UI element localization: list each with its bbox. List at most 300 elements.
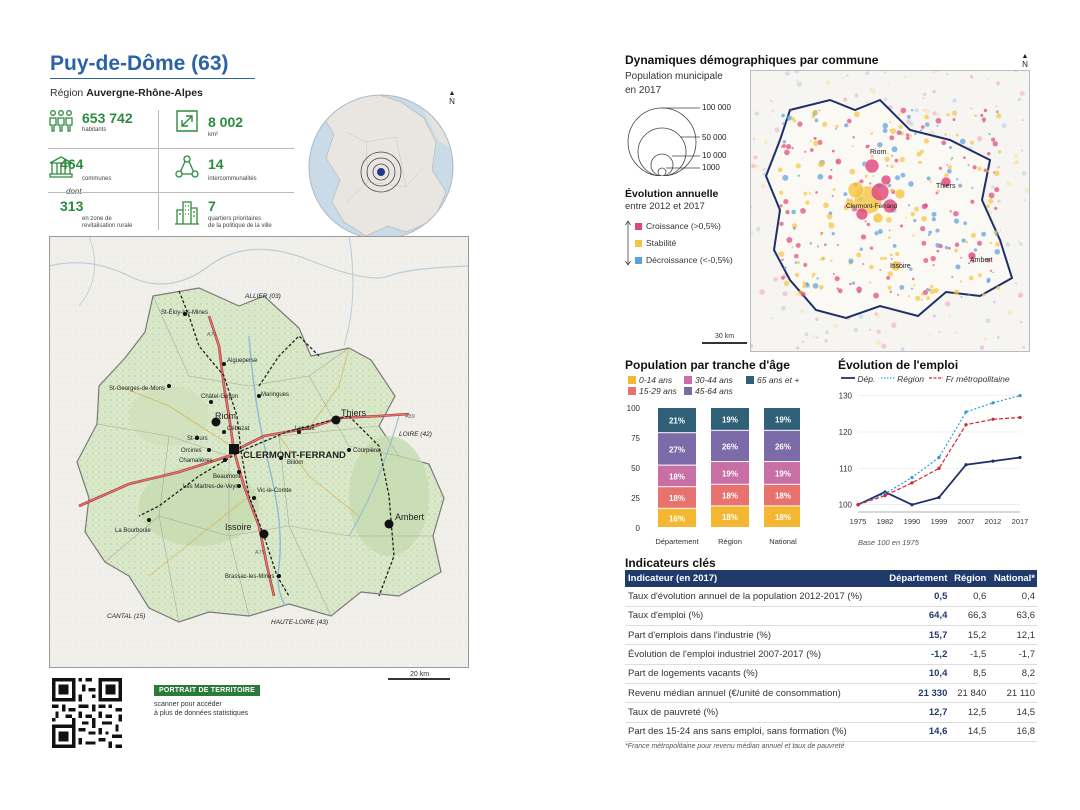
commune-bubble <box>999 229 1001 231</box>
commune-bubble <box>873 293 879 299</box>
commune-bubble <box>883 128 888 133</box>
commune-bubble <box>779 251 785 257</box>
age-legend <box>628 375 828 401</box>
north-arrow-icon: ▲ <box>1021 53 1029 60</box>
commune-bubble <box>955 243 960 248</box>
table-row <box>625 626 1037 645</box>
scale-bar <box>388 671 450 680</box>
commune-bubble <box>984 169 987 172</box>
legend-item <box>635 255 733 265</box>
commune-bubble <box>770 100 772 102</box>
commune-bubble <box>960 257 962 259</box>
department-map <box>49 236 469 668</box>
town-label: Lezoux <box>295 426 315 432</box>
commune-bubble <box>803 192 807 196</box>
commune-bubble <box>1002 123 1007 128</box>
legend-item <box>628 375 672 385</box>
commune-bubble <box>754 165 756 167</box>
road-label: A75 <box>255 550 265 556</box>
data-point <box>964 463 967 466</box>
bubble-label: 1000 <box>702 163 720 172</box>
commune-bubble <box>993 141 998 146</box>
commune-bubble <box>921 125 925 129</box>
indicator-label: Part des 15-24 ans sans emploi, sans formation (%) <box>625 722 883 741</box>
x-tick-label: National <box>769 537 797 546</box>
commune-bubble <box>998 200 1001 203</box>
data-label: 18% <box>721 491 739 501</box>
commune-bubble <box>1013 153 1018 158</box>
commune-bubble <box>887 83 890 86</box>
data-point <box>856 503 859 506</box>
commune-bubble <box>910 212 915 217</box>
data-label: 18% <box>721 513 739 523</box>
y-tick-label: 50 <box>631 464 640 473</box>
commune-bubble <box>951 276 953 278</box>
commune-bubble <box>893 244 897 248</box>
commune-bubble <box>847 119 852 124</box>
demographic-dynamics-map <box>750 70 1030 352</box>
neighbor-label: ALLIER (03) <box>245 293 281 300</box>
commune-bubble <box>961 296 963 298</box>
commune-bubble <box>925 122 930 127</box>
commune-bubble <box>759 289 765 295</box>
stat-population <box>48 108 168 144</box>
data-label: 18% <box>774 513 792 523</box>
prefecture-label: CLERMONT-FERRAND <box>243 450 346 461</box>
commune-bubble <box>865 220 867 222</box>
commune-bubble <box>797 122 802 127</box>
commune-bubble <box>965 241 968 244</box>
commune-bubble <box>791 147 793 149</box>
commune-bubble <box>796 346 799 349</box>
town-label: Issoire <box>225 522 252 532</box>
people-icon <box>48 108 74 134</box>
commune-bubble <box>926 296 930 300</box>
legend-label: 30-44 ans <box>695 375 733 385</box>
town-label: Riom <box>215 411 237 421</box>
base-note: Base 100 en 1975 <box>858 538 919 547</box>
column-header: National* <box>988 570 1037 587</box>
commune-bubble <box>890 165 893 168</box>
indicator-value: 10,4 <box>883 664 950 683</box>
table-row <box>625 664 1037 683</box>
commune-bubble <box>779 222 783 226</box>
data-point <box>991 418 994 421</box>
commune-bubble <box>977 167 981 171</box>
commune-bubble <box>810 242 813 245</box>
commune-bubble <box>889 130 891 132</box>
divider <box>158 110 159 230</box>
zrr-value: 313 <box>60 198 84 214</box>
commune-bubble <box>952 111 957 116</box>
commune-bubble <box>835 125 838 128</box>
commune-bubble <box>948 314 951 317</box>
commune-bubble <box>782 175 788 181</box>
map-label: Thiers <box>936 183 956 190</box>
legend-swatch <box>635 223 642 230</box>
commune-bubble <box>932 111 936 115</box>
commune-bubble <box>952 98 957 103</box>
commune-bubble <box>817 245 819 247</box>
area-icon <box>174 108 200 134</box>
commune-bubble <box>769 131 771 133</box>
north-arrow <box>1020 53 1030 69</box>
town-label: Orcines <box>181 448 202 454</box>
commune-bubble <box>830 169 832 171</box>
commune-bubble <box>888 236 891 239</box>
legend-title: Population municipale <box>625 71 723 82</box>
commune-bubble <box>905 217 907 219</box>
page-title: Puy-de-Dôme (63) <box>50 52 229 75</box>
commune-bubble <box>1019 242 1023 246</box>
commune-bubble <box>936 118 942 124</box>
commune-bubble <box>753 155 757 159</box>
legend-swatch <box>746 376 754 384</box>
commune-bubble <box>812 284 814 286</box>
commune-bubble <box>971 233 976 238</box>
y-tick-label: 100 <box>838 500 852 510</box>
region-label: Région <box>50 87 84 99</box>
data-point <box>910 503 913 506</box>
commune-bubble <box>785 71 790 76</box>
commune-bubble <box>889 135 894 140</box>
commune-bubble <box>927 176 931 180</box>
employment-line-chart <box>832 386 1032 546</box>
series-line <box>858 396 1020 505</box>
commune-bubble <box>908 295 910 297</box>
commune-bubble <box>1022 119 1024 121</box>
commune-bubble <box>833 273 835 275</box>
town-label: St-Georges-de-Mons <box>109 386 166 392</box>
commune-bubble <box>830 260 832 262</box>
commune-bubble <box>945 246 948 249</box>
commune-bubble <box>938 331 940 333</box>
commune-bubble <box>879 269 881 271</box>
indicator-value: 12,1 <box>988 626 1037 645</box>
commune-bubble <box>898 125 902 129</box>
commune-bubble <box>963 221 967 225</box>
commune-bubble <box>956 133 959 136</box>
key-figures <box>48 106 298 238</box>
commune-bubble <box>908 181 914 187</box>
indicator-value: 63,6 <box>988 606 1037 625</box>
commune-bubble <box>931 212 936 217</box>
commune-bubble <box>918 161 922 165</box>
commune-bubble <box>909 122 913 126</box>
commune-bubble <box>987 78 989 80</box>
commune-bubble <box>1024 199 1026 201</box>
data-point <box>991 401 994 404</box>
legend-swatch <box>635 240 642 247</box>
commune-bubble <box>815 318 818 321</box>
commune-bubble <box>865 159 879 173</box>
commune-bubble <box>913 284 915 286</box>
commune-bubble <box>923 97 925 99</box>
commune-bubble <box>795 262 797 264</box>
indicator-value: 14,5 <box>949 722 988 741</box>
commune-bubble <box>775 127 780 132</box>
commune-bubble <box>970 75 973 78</box>
commune-bubble <box>819 285 824 290</box>
commune-bubble <box>803 263 807 267</box>
commune-bubble <box>849 283 851 285</box>
commune-bubble <box>950 159 952 161</box>
communes-label: communes <box>82 176 112 182</box>
commune-bubble <box>961 238 965 242</box>
indicator-value: -1,2 <box>883 645 950 664</box>
indicator-value: 21 330 <box>883 683 950 702</box>
commune-bubble <box>968 164 970 166</box>
commune-bubble <box>886 217 892 223</box>
commune-bubble <box>881 175 891 185</box>
x-tick-label: 2017 <box>1011 517 1029 526</box>
commune-bubble <box>856 287 862 293</box>
commune-bubble <box>783 140 786 143</box>
commune-bubble <box>785 210 789 214</box>
commune-bubble <box>810 148 814 152</box>
commune-bubble <box>832 195 834 197</box>
commune-bubble <box>887 153 889 155</box>
north-label: N <box>449 97 455 106</box>
commune-bubble <box>786 144 791 149</box>
town-label: Cébazat <box>227 426 250 432</box>
commune-bubble <box>832 150 835 153</box>
commune-bubble <box>1022 171 1026 175</box>
commune-bubble <box>932 264 934 266</box>
commune-bubble <box>1013 161 1017 165</box>
table-row <box>625 645 1037 664</box>
commune-bubble <box>869 182 871 184</box>
commune-bubble <box>791 117 795 121</box>
commune-bubble <box>805 282 808 285</box>
commune-bubble <box>820 233 823 236</box>
indicator-value: 15,2 <box>949 626 988 645</box>
commune-bubble <box>899 285 904 290</box>
table-row <box>625 606 1037 625</box>
divider <box>48 192 294 193</box>
neighbor-label: HAUTE-LOIRE (43) <box>271 619 329 626</box>
commune-bubble <box>810 140 812 142</box>
town-label: Les Martres-de-Veyre <box>183 484 241 490</box>
commune-bubble <box>929 334 931 336</box>
commune-bubble <box>996 286 1000 290</box>
commune-bubble <box>769 115 771 117</box>
indicator-label: Part de logements vacants (%) <box>625 664 883 683</box>
population-label: habitants <box>82 127 107 133</box>
commune-bubble <box>928 234 930 236</box>
commune-bubble <box>834 324 838 328</box>
commune-bubble <box>824 243 827 246</box>
commune-bubble <box>935 229 939 233</box>
commune-bubble <box>954 290 959 295</box>
commune-bubble <box>843 192 847 196</box>
commune-bubble <box>998 150 1001 153</box>
commune-bubble <box>771 317 773 319</box>
commune-bubble <box>946 73 948 75</box>
commune-bubble <box>891 322 896 327</box>
legend-label: 65 ans et + <box>757 375 800 385</box>
legend-item <box>684 386 733 396</box>
commune-bubble <box>920 226 925 231</box>
commune-bubble <box>865 175 868 178</box>
commune-bubble <box>819 110 821 112</box>
commune-bubble <box>804 332 808 336</box>
neighbor-label: CANTAL (15) <box>107 613 146 620</box>
map-label: Ambert <box>970 257 993 264</box>
commune-bubble <box>913 219 916 222</box>
commune-bubble <box>974 248 977 251</box>
commune-bubble <box>1021 150 1023 152</box>
commune-bubble <box>781 114 784 117</box>
commune-bubble <box>900 157 905 162</box>
data-point <box>1018 456 1021 459</box>
data-label: 16% <box>668 514 686 524</box>
commune-bubble <box>796 243 801 248</box>
commune-bubble <box>971 187 973 189</box>
commune-bubble <box>813 283 819 289</box>
commune-bubble <box>798 175 800 177</box>
town-label: Thiers <box>341 408 367 418</box>
qr-code[interactable] <box>52 678 122 748</box>
commune-bubble <box>873 213 883 223</box>
commune-bubble <box>786 237 792 243</box>
commune-bubble <box>989 192 995 198</box>
indicator-value: 21 840 <box>949 683 988 702</box>
commune-bubble <box>978 273 982 277</box>
indicator-value: -1,5 <box>949 645 988 664</box>
commune-bubble <box>935 243 940 248</box>
commune-bubble <box>835 276 840 281</box>
legend-line-icon <box>841 375 855 381</box>
commune-bubble <box>949 146 952 149</box>
commune-bubble <box>911 288 913 290</box>
commune-bubble <box>871 183 889 201</box>
data-point <box>1018 416 1021 419</box>
commune-bubble <box>912 234 914 236</box>
commune-bubble <box>826 81 831 86</box>
commune-bubble <box>801 340 804 343</box>
zrr-label-2: revitalisation rurale <box>82 223 133 229</box>
indicator-value: 0,6 <box>949 587 988 606</box>
bubble-label: 10 000 <box>702 151 727 160</box>
commune-bubble <box>882 123 888 129</box>
commune-bubble <box>956 178 958 180</box>
commune-bubble <box>993 301 996 304</box>
data-label: 19% <box>774 469 792 479</box>
commune-bubble <box>874 312 877 315</box>
commune-bubble <box>982 293 986 297</box>
commune-bubble <box>948 165 952 169</box>
commune-bubble <box>929 289 935 295</box>
commune-bubble <box>963 156 966 159</box>
commune-bubble <box>822 122 827 127</box>
commune-bubble <box>958 184 962 188</box>
commune-bubble <box>895 159 899 163</box>
indicator-value: 0,5 <box>883 587 950 606</box>
data-point <box>964 423 967 426</box>
x-tick-label: Région <box>718 537 742 546</box>
map-label: Issoire <box>890 263 911 270</box>
communes-value: 464 <box>60 156 84 172</box>
indicator-label: Taux d'évolution annuel de la population 2012-2017 (%) <box>625 587 883 606</box>
qr-caption-line: à plus de données statistiques <box>154 710 249 717</box>
commune-bubble <box>825 330 829 334</box>
data-point <box>910 476 913 479</box>
table-footnote: *France métropolitaine pour revenu médian annuel et taux de pauvreté <box>625 743 845 750</box>
commune-bubble <box>921 299 923 301</box>
data-point <box>910 481 913 484</box>
commune-bubble <box>1007 310 1012 315</box>
commune-bubble <box>889 230 891 232</box>
commune-bubble <box>977 241 982 246</box>
region-name: Auvergne-Rhône-Alpes <box>86 87 203 99</box>
commune-bubble <box>837 244 839 246</box>
commune-bubble <box>816 277 818 279</box>
column-header: Département <box>883 570 950 587</box>
commune-bubble <box>936 113 940 117</box>
commune-bubble <box>988 199 993 204</box>
legend-subtitle: entre 2012 et 2017 <box>625 201 705 212</box>
commune-bubble <box>792 246 794 248</box>
commune-bubble <box>972 165 976 169</box>
scale-bar-line <box>388 678 450 680</box>
commune-bubble <box>813 141 818 146</box>
commune-bubble <box>988 133 990 135</box>
commune-bubble <box>909 134 912 137</box>
zrr-label-1: en zone de <box>82 216 112 222</box>
commune-bubble <box>773 277 778 282</box>
commune-bubble <box>812 276 814 278</box>
commune-bubble <box>923 109 925 111</box>
commune-bubble <box>862 263 864 265</box>
x-tick-label: 1999 <box>930 517 948 526</box>
commune-bubble <box>915 296 920 301</box>
data-point <box>964 410 967 413</box>
commune-bubble <box>867 223 870 226</box>
legend-line-icon <box>929 375 943 381</box>
commune-bubble <box>994 187 999 192</box>
commune-bubble <box>869 265 874 270</box>
town-label: St-Éloy-les-Mines <box>161 310 209 316</box>
population-legend-title <box>625 70 723 98</box>
legend-swatch <box>684 376 692 384</box>
commune-bubble <box>924 115 929 120</box>
y-tick-label: 75 <box>631 434 640 443</box>
commune-bubble <box>926 288 928 290</box>
commune-bubble <box>954 218 959 223</box>
commune-bubble <box>1005 242 1010 247</box>
commune-bubble <box>816 336 819 339</box>
commune-bubble <box>890 128 896 134</box>
commune-bubble <box>781 306 786 311</box>
commune-bubble <box>987 170 990 173</box>
town-label: Aigueperse <box>227 358 258 364</box>
indicator-value: 14,5 <box>988 703 1037 722</box>
subprefecture-marker <box>260 530 269 539</box>
commune-bubble <box>970 107 972 109</box>
commune-bubble <box>895 252 899 256</box>
commune-bubble <box>812 273 816 277</box>
data-label: 21% <box>668 416 686 426</box>
commune-bubble <box>950 210 952 212</box>
indicator-value: 15,7 <box>883 626 950 645</box>
indicator-value: 66,3 <box>949 606 988 625</box>
bubble-label: 50 000 <box>702 133 727 142</box>
commune-bubble <box>939 167 942 170</box>
commune-bubble <box>781 259 783 261</box>
commune-bubble <box>795 273 800 278</box>
commune-bubble <box>912 278 915 281</box>
